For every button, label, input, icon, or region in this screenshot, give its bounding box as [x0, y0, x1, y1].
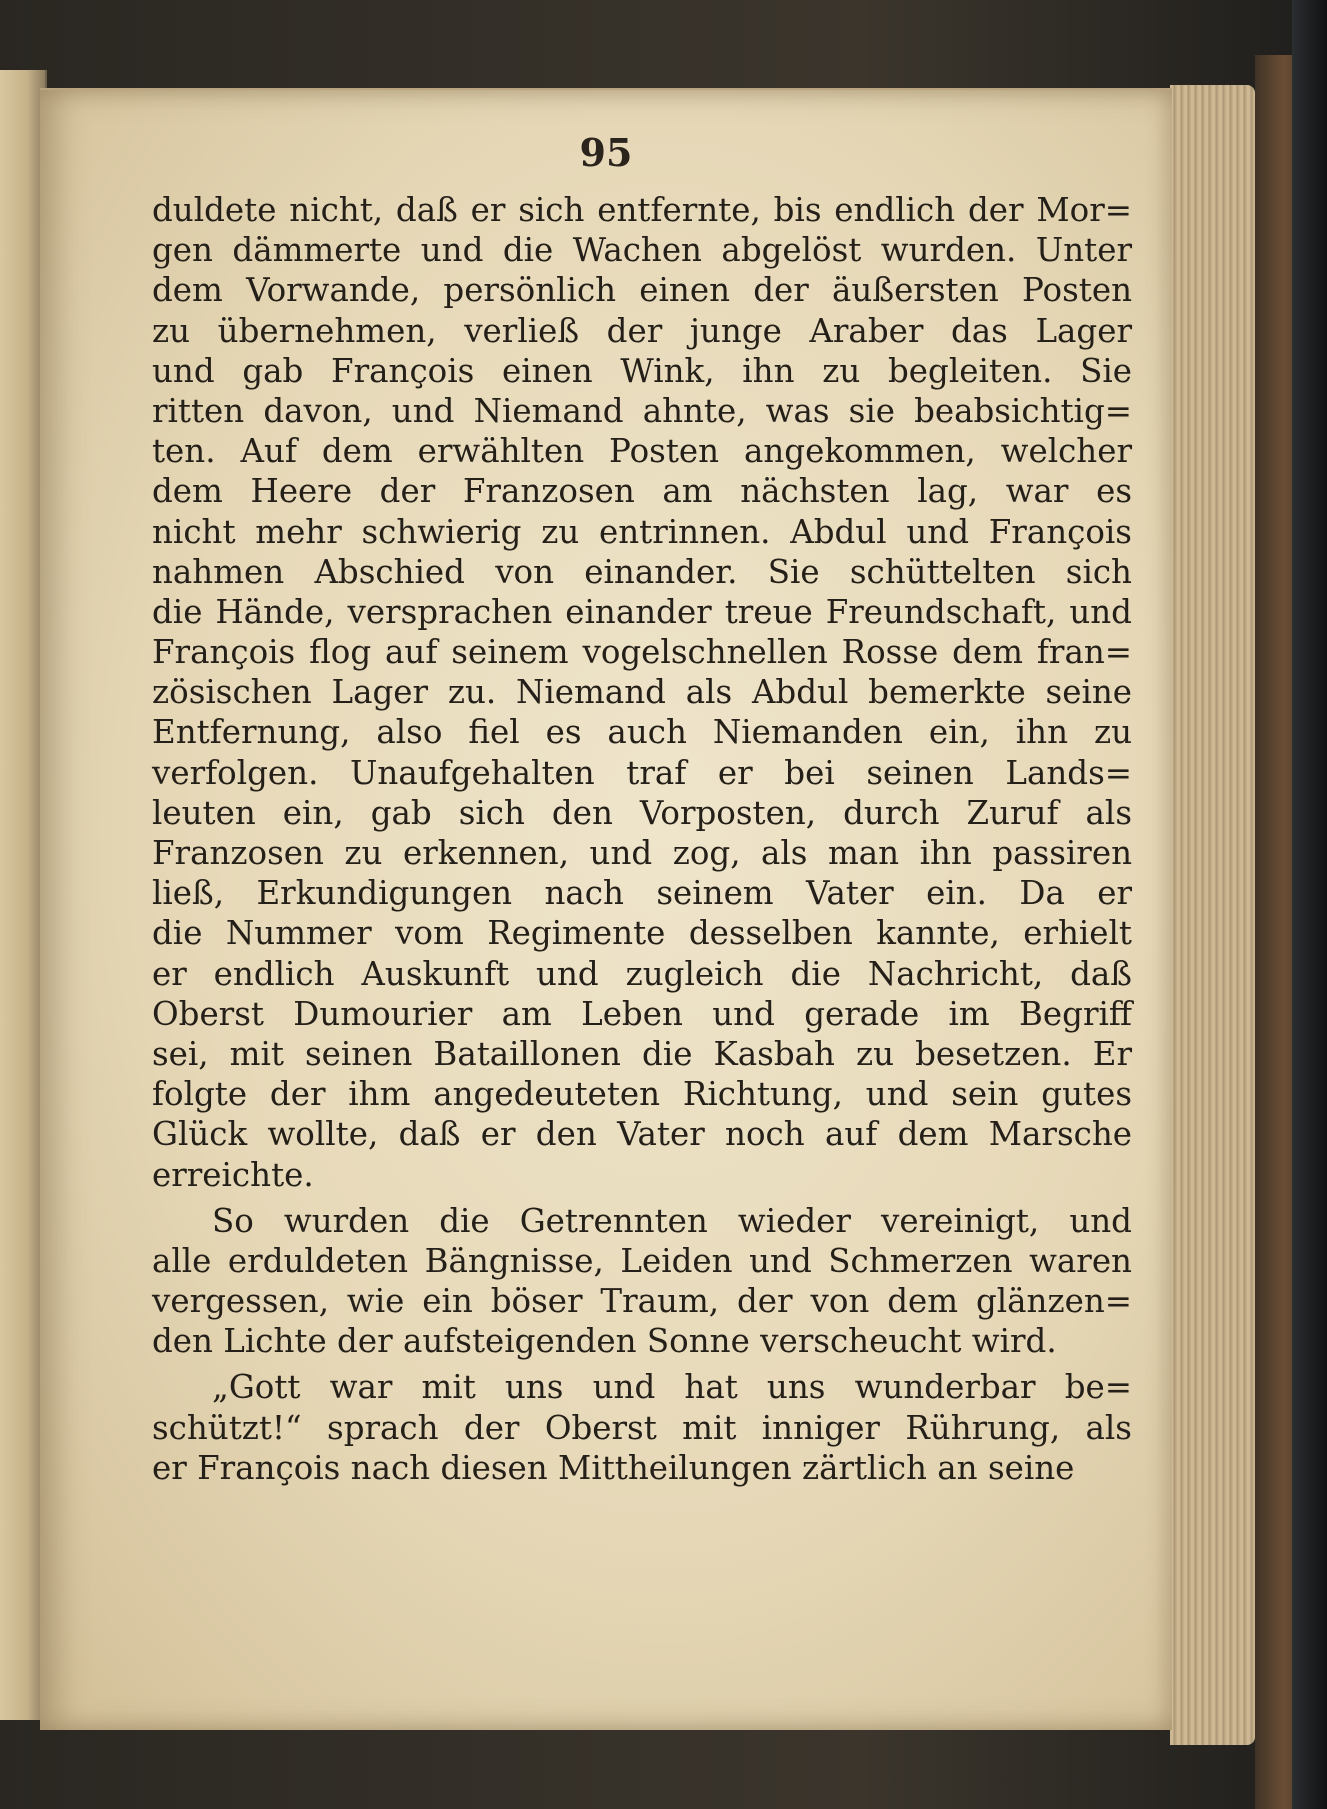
text-line: verfolgen. Unaufgehalten traf er bei seinen Lands=	[152, 753, 1132, 792]
text-line: und gab François einen Wink, ihn zu begleiten. Sie	[152, 351, 1132, 390]
text-line: Oberst Dumourier am Leben und gerade im Begriff	[152, 994, 1132, 1033]
text-line: er endlich Auskunft und zugleich die Nachricht, daß	[152, 954, 1132, 993]
paragraph	[152, 1367, 1132, 1488]
text-line: François flog auf seinem vogelschnellen Rosse dem fran=	[152, 633, 1132, 672]
page-stack-edge	[1170, 85, 1255, 1745]
paragraph	[152, 190, 1132, 1195]
book-binding	[1292, 0, 1327, 1809]
text-line: dem Vorwande, persönlich einen der äußersten Posten	[152, 271, 1132, 310]
text-line: nahmen Abschied von einander. Sie schüttelten sich	[152, 552, 1132, 591]
text-line: ten. Auf dem erwählten Posten angekommen, welcher	[152, 432, 1132, 471]
text-line: den Lichte der aufsteigenden Sonne verscheucht wird.	[152, 1322, 1057, 1361]
text-line: zu übernehmen, verließ der junge Araber das Lager	[152, 311, 1132, 350]
text-line: folgte der ihm angedeuteten Richtung, und sein gutes	[152, 1075, 1132, 1114]
text-line: ließ, Erkundigungen nach seinem Vater ein. Da er	[152, 874, 1132, 913]
text-line: gen dämmerte und die Wachen abgelöst wurden. Unter	[152, 231, 1132, 270]
text-line: leuten ein, gab sich den Vorposten, durch Zuruf als	[152, 793, 1132, 832]
text-line: So wurden die Getrennten wieder vereinigt, und	[212, 1201, 1132, 1240]
text-line: Franzosen zu erkennen, und zog, als man ihn passiren	[152, 834, 1132, 872]
text-line: er François nach diesen Mittheilungen zärtlich an seine	[152, 1448, 1075, 1487]
book-page	[40, 88, 1172, 1730]
text-line: zösischen Lager zu. Niemand als Abdul bemerkte seine	[152, 673, 1132, 712]
text-line: Entfernung, also fiel es auch Niemanden ein, ihn zu	[152, 713, 1132, 752]
text-line: vergessen, wie ein böser Traum, der von dem glänzen=	[152, 1282, 1132, 1321]
text-line: nicht mehr schwierig zu entrinnen. Abdul und François	[152, 512, 1132, 551]
text-line: schützt!“ sprach der Oberst mit inniger Rührung, als	[152, 1408, 1132, 1447]
text-line: duldete nicht, daß er sich entfernte, bis endlich der Mor=	[152, 191, 1132, 229]
text-line: ritten davon, und Niemand ahnte, was sie beabsichtig=	[152, 391, 1132, 430]
text-line: alle erduldeten Bängnisse, Leiden und Schmerzen waren	[152, 1241, 1132, 1280]
text-line: die Nummer vom Regimente desselben kannte, erhielt	[152, 914, 1132, 953]
paragraph	[152, 1201, 1132, 1362]
text-line: „Gott war mit uns und hat uns wunderbar be=	[212, 1368, 1132, 1407]
text-line: erreichte.	[152, 1155, 314, 1194]
text-line: sei, mit seinen Bataillonen die Kasbah zu besetzen. Er	[152, 1034, 1132, 1073]
page-number: 95	[579, 130, 633, 175]
text-line: die Hände, versprachen einander treue Freundschaft, und	[152, 592, 1132, 631]
text-line: dem Heere der Franzosen am nächsten lag, war es	[152, 472, 1132, 511]
page-text	[152, 190, 1132, 1488]
text-line: Glück wollte, daß er den Vater noch auf dem Marsche	[152, 1115, 1132, 1154]
